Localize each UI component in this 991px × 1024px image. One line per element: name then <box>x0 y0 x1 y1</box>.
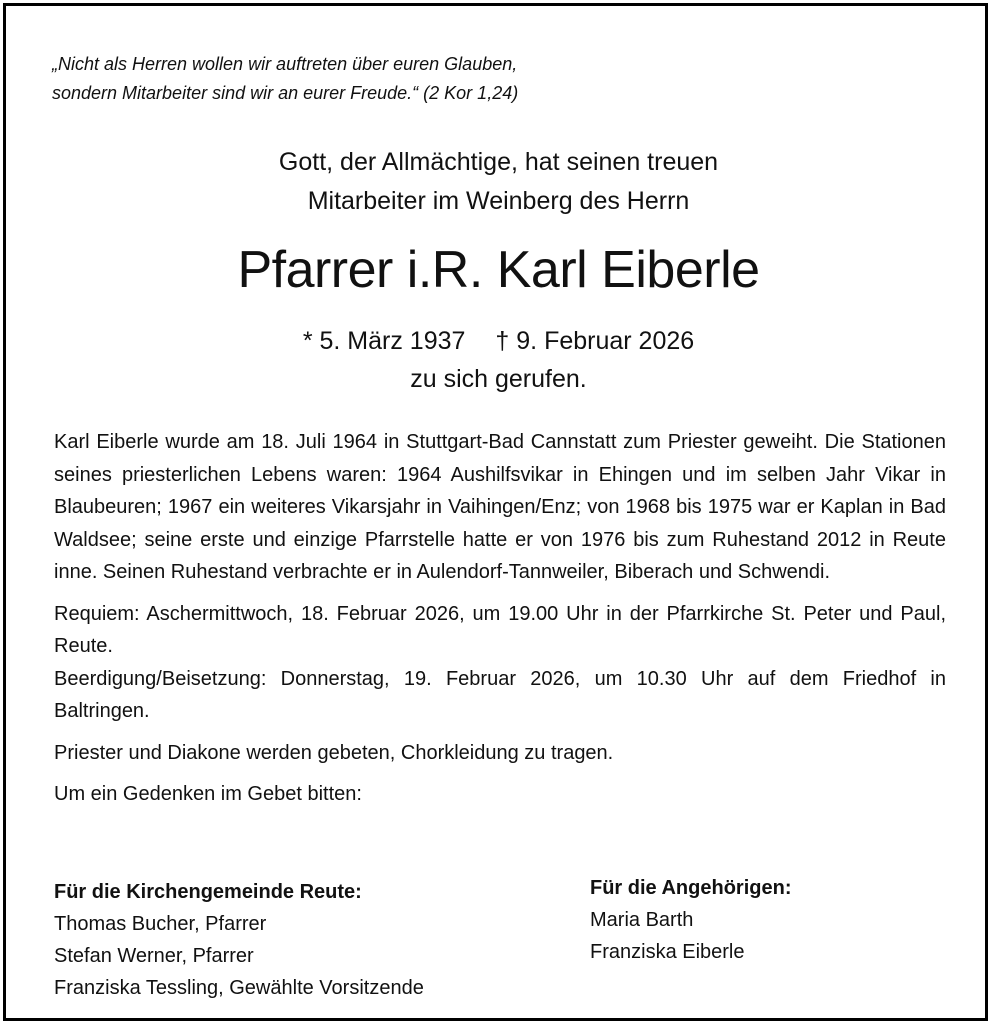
intro-line-1: Gott, der Allmächtige, hat seinen treuen <box>278 148 719 176</box>
obituary-notice <box>3 3 988 1021</box>
deceased-name: Pfarrer i.R. Karl Eiberle <box>237 241 760 299</box>
notice-body <box>54 426 946 811</box>
quote-line-1: „Nicht als Herren wollen wir auftreten über euren Glauben, <box>52 54 518 74</box>
family-signer: Maria Barth <box>590 909 694 931</box>
family-signature-title: Für die Angehörigen: <box>590 877 792 899</box>
quote-line-2: sondern Mitarbeiter sind wir an eurer Freude.“ (2 Kor 1,24) <box>52 83 519 103</box>
life-dates <box>6 322 991 398</box>
prayer-request: Um ein Gedenken im Gebet bitten: <box>54 783 362 805</box>
birth-date: * 5. März 1937 <box>302 327 466 355</box>
parish-signer: Thomas Bucher, Pfarrer <box>54 913 267 935</box>
parish-signer: Franziska Tessling, Gewählte Vorsitzende <box>54 977 424 999</box>
clergy-note: Priester und Diakone werden gebeten, Chorkleidung zu tragen. <box>54 741 614 764</box>
burial-paragraph: Beerdigung/Beisetzung: Donnerstag, 19. Februar 2026, um 10.30 Uhr auf dem Friedhof in Baltringen. <box>54 667 946 722</box>
bible-quote <box>52 50 752 108</box>
family-signer: Franziska Eiberle <box>590 941 745 963</box>
parish-signer: Stefan Werner, Pfarrer <box>54 945 254 967</box>
biography-paragraph: Karl Eiberle wurde am 18. Juli 1964 in Stuttgart-Bad Cannstatt zum Priester geweiht. Die Stationen seines priesterlichen Lebens waren: 1964 Aushilfsvikar in Ehingen und im selben Jahr Vikar in Blaubeuren; 1967 ein weiteres Vikarsjahr in Vaihingen/Enz; von 1968 bis 1975 war er Kaplan in Bad Waldsee; seine erste und einzige Pfarrstelle hatte er von 1976 bis zum Ruhestand 2012 in Reute inne. Seinen Ruhestand verbrachte er in Aulendorf-Tannweiler, Biberach und Schwendi. <box>54 431 946 583</box>
intro-text <box>6 143 991 221</box>
parish-signature-block <box>54 876 424 1004</box>
parish-signature-title: Für die Kirchengemeinde Reute: <box>54 881 362 903</box>
family-signature-block <box>590 872 791 968</box>
death-date: † 9. Februar 2026 <box>495 327 695 355</box>
called-home-text: zu sich gerufen. <box>410 365 587 393</box>
intro-line-2: Mitarbeiter im Weinberg des Herrn <box>307 187 690 215</box>
requiem-paragraph: Requiem: Aschermittwoch, 18. Februar 2026, um 19.00 Uhr in der Pfarrkirche St. Peter und Paul, Reute. <box>54 602 946 657</box>
